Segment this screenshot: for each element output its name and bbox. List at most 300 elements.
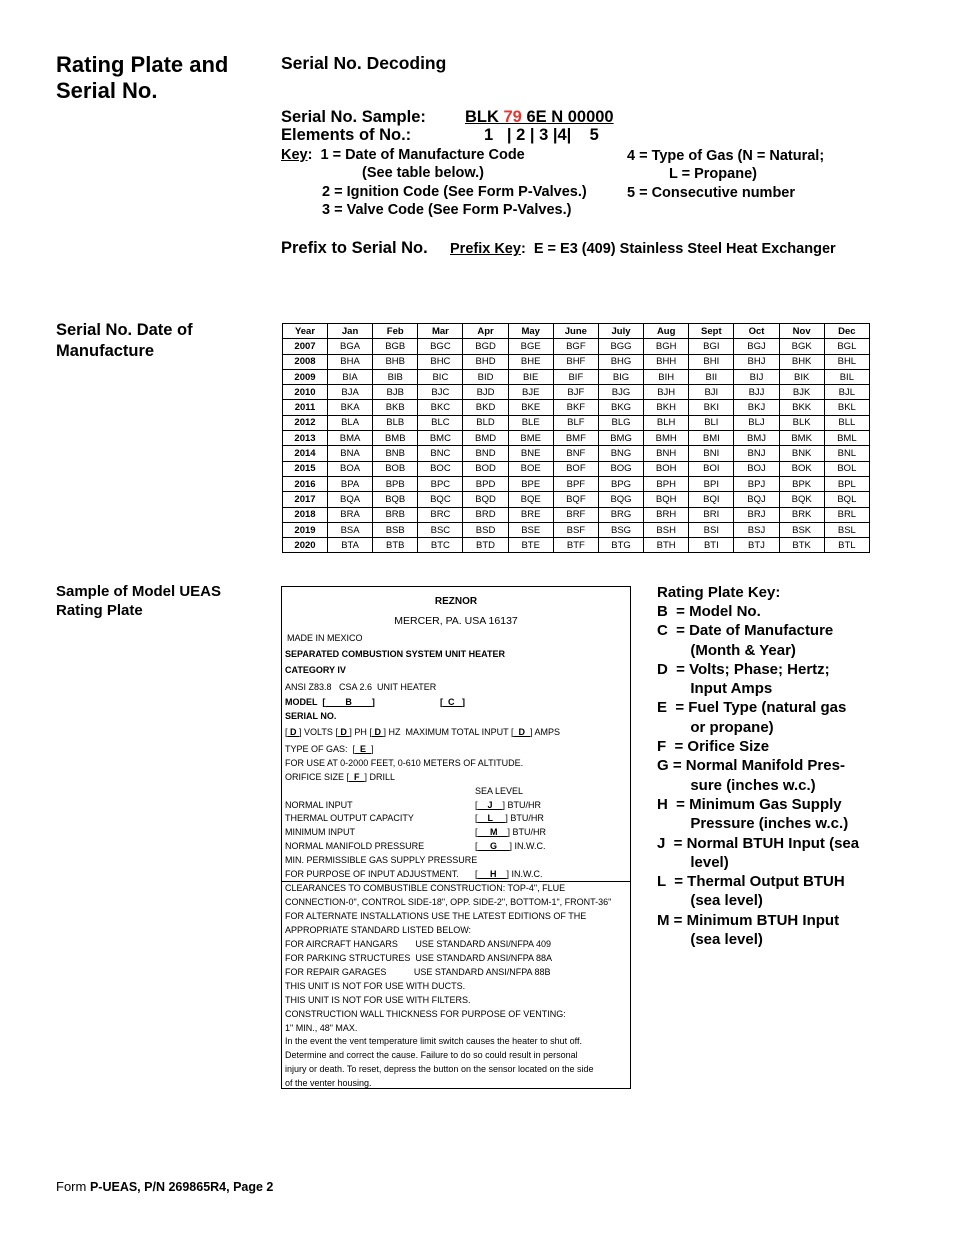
plate-section-title-line2: Rating Plate	[56, 602, 143, 619]
plate-address: MERCER, PA. USA 16137	[394, 615, 518, 627]
plate-orifice-close: ] DRILL	[364, 772, 396, 782]
date-code-cell: BSB	[373, 522, 418, 537]
plate-key-item: sure (inches w.c.)	[657, 776, 816, 794]
plate-thermal-open: [	[475, 813, 478, 823]
date-code-cell: BTI	[689, 538, 734, 553]
key-4a: 4 = Type of Gas (N = Natural;	[627, 148, 825, 164]
date-code-cell: BPH	[644, 476, 689, 491]
date-code-cell: BPE	[508, 476, 553, 491]
date-code-cell: BQA	[328, 492, 373, 507]
date-table-header-row	[283, 324, 870, 339]
plate-section-title	[56, 582, 221, 620]
key-2: 2 = Ignition Code (See Form P-Valves.)	[322, 184, 587, 200]
date-code-cell: BJA	[328, 385, 373, 400]
date-code-cell: BMH	[644, 431, 689, 446]
date-code-cell: BQG	[598, 492, 643, 507]
date-section-title	[56, 320, 193, 362]
date-code-cell: BLD	[463, 415, 508, 430]
date-code-cell: BJE	[508, 385, 553, 400]
date-code-cell: BIA	[328, 369, 373, 384]
date-code-cell: BGG	[598, 339, 643, 354]
elements-label: Elements of No.:	[281, 126, 412, 144]
date-code-cell: BLG	[598, 415, 643, 430]
footer-form-word: Form	[56, 1179, 90, 1194]
date-code-cell: BSK	[779, 522, 824, 537]
plate-lower-line: 1" MIN., 48" MAX.	[285, 1022, 358, 1033]
table-row	[283, 507, 870, 522]
date-code-cell: BGI	[689, 339, 734, 354]
table-row	[283, 431, 870, 446]
plate-key-heading: Rating Plate Key:	[657, 584, 781, 601]
plate-lower-line: FOR AIRCRAFT HANGARS USE STANDARD ANSI/NFPA 409	[285, 938, 552, 949]
date-code-cell: BKD	[463, 400, 508, 415]
plate-ph-close: ] PH	[349, 727, 370, 737]
date-code-cell: BID	[463, 369, 508, 384]
plate-manifold-value	[475, 841, 546, 852]
date-code-cell: BGA	[328, 339, 373, 354]
plate-manifold-fill: G	[477, 841, 510, 851]
prefix-key	[450, 240, 836, 259]
plate-lower-line: FOR REPAIR GARAGES USE STANDARD ANSI/NFPA 88B	[285, 966, 551, 977]
plate-volts-fill: D	[287, 727, 300, 737]
date-code-cell: BLE	[508, 415, 553, 430]
plate-minimum-value	[475, 827, 546, 838]
date-code-cell: BTG	[598, 538, 643, 553]
elements-value: 1 | 2 | 3 |4| 5	[484, 126, 599, 144]
date-code-cell: BJB	[373, 385, 418, 400]
plate-altitude: FOR USE AT 0-2000 FEET, 0-610 METERS OF ALTITUDE.	[285, 758, 524, 768]
date-code-cell: BLL	[824, 415, 869, 430]
date-code-cell: BSD	[463, 522, 508, 537]
plate-minimum-open: [	[475, 827, 478, 837]
date-code-cell: BSJ	[734, 522, 779, 537]
date-code-cell: BQH	[644, 492, 689, 507]
prefix-key-text: : E = E3 (409) Stainless Steel Heat Exchanger	[520, 241, 836, 257]
date-code-cell: BQJ	[734, 492, 779, 507]
date-code-cell: BIK	[779, 369, 824, 384]
date-code-cell: BOF	[553, 461, 598, 476]
date-code-cell: BSA	[328, 522, 373, 537]
plate-adjust-fill: H	[477, 869, 507, 879]
plate-manifold-close: ] IN.W.C.	[509, 841, 546, 851]
date-year-cell: 2018	[283, 507, 328, 522]
plate-volts-close: ] VOLTS	[299, 727, 336, 737]
plate-lower-line: APPROPRIATE STANDARD LISTED BELOW:	[285, 924, 472, 935]
date-code-cell: BSG	[598, 522, 643, 537]
plate-key-item: E = Fuel Type (natural gas	[657, 699, 847, 717]
date-code-cell: BPG	[598, 476, 643, 491]
plate-lower-line: Determine and correct the cause. Failure to do so could result in personal	[285, 1050, 578, 1061]
date-code-cell: BJL	[824, 385, 869, 400]
table-row	[283, 522, 870, 537]
date-code-cell: BRB	[373, 507, 418, 522]
plate-lower-line: THIS UNIT IS NOT FOR USE WITH FILTERS.	[285, 994, 471, 1005]
plate-lower-line: THIS UNIT IS NOT FOR USE WITH DUCTS.	[285, 980, 466, 991]
date-code-cell: BOK	[779, 461, 824, 476]
date-code-cell: BQL	[824, 492, 869, 507]
plate-model-c-fill: C	[443, 697, 463, 707]
date-code-cell: BTB	[373, 538, 418, 553]
date-code-cell: BLH	[644, 415, 689, 430]
prefix-key-label: Prefix Key	[450, 241, 521, 257]
date-code-cell: BHK	[779, 354, 824, 369]
date-code-cell: BJK	[779, 385, 824, 400]
date-year-cell: 2010	[283, 385, 328, 400]
plate-electrical-row	[285, 727, 560, 738]
date-code-cell: BPD	[463, 476, 508, 491]
date-code-cell: BKF	[553, 400, 598, 415]
plate-key-item: Input Amps	[657, 680, 773, 698]
date-code-cell: BIF	[553, 369, 598, 384]
date-section-title-line2: Manufacture	[56, 342, 155, 360]
date-code-cell: BOI	[689, 461, 734, 476]
plate-model-row	[285, 697, 375, 708]
plate-adjust-value	[475, 869, 543, 880]
plate-normal-input-label: NORMAL INPUT	[285, 800, 353, 810]
serial-sample-label: Serial No. Sample:	[281, 108, 426, 126]
date-code-cell: BIL	[824, 369, 869, 384]
date-section-title-line1: Serial No. Date of	[56, 321, 193, 339]
plate-key-item: Pressure (inches w.c.)	[657, 815, 849, 833]
date-code-cell: BNK	[779, 446, 824, 461]
table-row	[283, 354, 870, 369]
plate-lower-line: CONNECTION-0", CONTROL SIDE-18", OPP. SIDE-2", BOTTOM-1", FRONT-36"	[285, 896, 612, 907]
date-code-cell: BOC	[418, 461, 463, 476]
table-row	[283, 461, 870, 476]
date-code-cell: BJJ	[734, 385, 779, 400]
date-code-cell: BJD	[463, 385, 508, 400]
plate-lower-line: injury or death. To reset, depress the button on the sensor located on the side	[285, 1064, 594, 1075]
date-code-cell: BOJ	[734, 461, 779, 476]
plate-normal-input-fill: J	[477, 800, 503, 810]
plate-volts-open: [	[285, 727, 288, 737]
date-code-cell: BMG	[598, 431, 643, 446]
plate-orifice-row	[285, 772, 395, 783]
date-code-cell: BSF	[553, 522, 598, 537]
date-col-header: June	[553, 324, 598, 339]
date-code-cell: BKK	[779, 400, 824, 415]
date-code-cell: BIB	[373, 369, 418, 384]
plate-category: CATEGORY IV	[285, 665, 346, 675]
date-col-header: May	[508, 324, 553, 339]
plate-amps-fill: D	[513, 727, 530, 737]
date-code-cell: BJF	[553, 385, 598, 400]
date-code-cell: BIE	[508, 369, 553, 384]
plate-model-label: MODEL [	[285, 697, 326, 707]
date-code-cell: BMB	[373, 431, 418, 446]
date-code-cell: BHA	[328, 354, 373, 369]
date-code-cell: BLF	[553, 415, 598, 430]
plate-model-c-close: ]	[462, 697, 466, 707]
date-code-cell: BPL	[824, 476, 869, 491]
date-code-cell: BSL	[824, 522, 869, 537]
table-row	[283, 415, 870, 430]
date-code-cell: BRI	[689, 507, 734, 522]
date-code-cell: BLB	[373, 415, 418, 430]
date-code-cell: BJC	[418, 385, 463, 400]
date-code-cell: BOA	[328, 461, 373, 476]
table-row	[283, 385, 870, 400]
date-year-cell: 2014	[283, 446, 328, 461]
plate-thermal-close: ] BTU/HR	[505, 813, 544, 823]
date-col-header: Year	[283, 324, 328, 339]
date-code-cell: BGD	[463, 339, 508, 354]
plate-model-c-open: [	[440, 697, 443, 707]
key-1: : 1 = Date of Manufacture Code	[307, 147, 525, 163]
plate-hz-close: ] HZ MAXIMUM TOTAL INPUT	[383, 727, 511, 737]
plate-key-item: B = Model No.	[657, 603, 761, 620]
date-code-cell: BSE	[508, 522, 553, 537]
date-code-cell: BPB	[373, 476, 418, 491]
plate-key-item: C = Date of Manufacture	[657, 622, 834, 640]
footer-form-number: P-UEAS, P/N 269865R4, Page 2	[89, 1180, 274, 1194]
date-code-cell: BKA	[328, 400, 373, 415]
date-code-cell: BGK	[779, 339, 824, 354]
plate-adjust-close: ] IN.W.C.	[506, 869, 543, 879]
table-row	[283, 339, 870, 354]
plate-key-list	[657, 602, 859, 949]
date-code-cell: BTK	[779, 538, 824, 553]
date-code-cell: BGC	[418, 339, 463, 354]
date-code-cell: BMA	[328, 431, 373, 446]
date-code-cell: BNE	[508, 446, 553, 461]
date-code-cell: BQE	[508, 492, 553, 507]
date-code-cell: BTA	[328, 538, 373, 553]
date-code-cell: BHI	[689, 354, 734, 369]
date-code-cell: BMI	[689, 431, 734, 446]
plate-thermal-value	[475, 813, 544, 824]
date-code-cell: BGB	[373, 339, 418, 354]
date-year-cell: 2017	[283, 492, 328, 507]
plate-thermal-fill: L	[477, 813, 506, 823]
date-code-cell: BPC	[418, 476, 463, 491]
plate-gas-close: ]	[371, 744, 374, 754]
date-code-cell: BHJ	[734, 354, 779, 369]
key-line-1	[281, 146, 525, 165]
plate-key-item: level)	[657, 853, 729, 871]
date-code-cell: BGH	[644, 339, 689, 354]
date-code-cell: BQB	[373, 492, 418, 507]
plate-min-supply: MIN. PERMISSIBLE GAS SUPPLY PRESSURE	[285, 855, 478, 865]
date-code-cell: BNA	[328, 446, 373, 461]
date-year-cell: 2013	[283, 431, 328, 446]
plate-lower-line: FOR ALTERNATE INSTALLATIONS USE THE LATEST EDITIONS OF THE	[285, 910, 587, 921]
date-code-cell: BOH	[644, 461, 689, 476]
date-code-cell: BNJ	[734, 446, 779, 461]
footer-form-id	[56, 1179, 273, 1195]
date-code-cell: BQC	[418, 492, 463, 507]
plate-key-item: F = Orifice Size	[657, 738, 770, 756]
plate-brand: REZNOR	[434, 596, 478, 607]
date-code-cell: BMK	[779, 431, 824, 446]
plate-lower-line: CONSTRUCTION WALL THICKNESS FOR PURPOSE OF VENTING:	[285, 1008, 566, 1019]
date-code-cell: BQK	[779, 492, 824, 507]
date-col-header: Sept	[689, 324, 734, 339]
plate-made-in: MADE IN MEXICO	[287, 633, 363, 643]
plate-key-item: H = Minimum Gas Supply	[657, 795, 842, 813]
date-code-cell: BMJ	[734, 431, 779, 446]
date-code-cell: BOG	[598, 461, 643, 476]
date-code-cell: BLK	[779, 415, 824, 430]
date-code-cell: BTD	[463, 538, 508, 553]
date-code-cell: BLI	[689, 415, 734, 430]
plate-key-item: or propane)	[657, 718, 774, 736]
plate-lower-line: FOR PARKING STRUCTURES USE STANDARD ANSI/NFPA 88A	[285, 952, 553, 963]
plate-adjust-open: [	[475, 869, 478, 879]
date-col-header: Dec	[824, 324, 869, 339]
plate-standards: ANSI Z83.8 CSA 2.6 UNIT HEATER	[285, 682, 437, 692]
date-year-cell: 2008	[283, 354, 328, 369]
date-year-cell: 2007	[283, 339, 328, 354]
date-code-cell: BJG	[598, 385, 643, 400]
page-title-line2: Serial No.	[56, 78, 158, 103]
date-year-cell: 2011	[283, 400, 328, 415]
date-col-header: July	[598, 324, 643, 339]
date-code-cell: BTC	[418, 538, 463, 553]
key-4b: L = Propane)	[669, 166, 757, 182]
date-code-cell: BHF	[553, 354, 598, 369]
plate-model-fill: B	[325, 697, 372, 707]
date-code-cell: BHG	[598, 354, 643, 369]
table-row	[283, 492, 870, 507]
date-code-cell: BGE	[508, 339, 553, 354]
date-code-cell: BPJ	[734, 476, 779, 491]
date-code-cell: BPF	[553, 476, 598, 491]
date-code-cell: BKH	[644, 400, 689, 415]
plate-adjust-label: FOR PURPOSE OF INPUT ADJUSTMENT.	[285, 869, 459, 879]
plate-thermal-label: THERMAL OUTPUT CAPACITY	[285, 813, 414, 823]
prefix-heading: Prefix to Serial No.	[281, 239, 428, 257]
plate-serial-label: SERIAL NO.	[285, 711, 337, 721]
plate-divider	[282, 881, 630, 882]
plate-key-item: J = Normal BTUH Input (sea	[657, 834, 860, 852]
date-code-cell: BRD	[463, 507, 508, 522]
date-code-cell: BNC	[418, 446, 463, 461]
rating-plate	[281, 586, 631, 1089]
date-code-cell: BHD	[463, 354, 508, 369]
table-row	[283, 446, 870, 461]
plate-sea-level: SEA LEVEL	[475, 786, 524, 796]
serial-sample-part3: 6E N 00000	[521, 108, 614, 126]
date-code-cell: BKI	[689, 400, 734, 415]
date-code-table	[282, 323, 870, 553]
date-col-header: Nov	[779, 324, 824, 339]
date-year-cell: 2012	[283, 415, 328, 430]
date-table-body	[283, 339, 870, 553]
key-label: Key	[281, 147, 308, 163]
key-3: 3 = Valve Code (See Form P-Valves.)	[322, 202, 572, 218]
date-code-cell: BME	[508, 431, 553, 446]
plate-gas-row	[285, 744, 374, 755]
plate-amps-open: [	[510, 727, 514, 737]
date-code-cell: BHB	[373, 354, 418, 369]
date-code-cell: BOL	[824, 461, 869, 476]
plate-gas-label: TYPE OF GAS: [	[285, 744, 356, 754]
table-row	[283, 369, 870, 384]
date-code-cell: BKB	[373, 400, 418, 415]
date-code-cell: BNF	[553, 446, 598, 461]
decoding-heading: Serial No. Decoding	[281, 53, 447, 73]
date-code-cell: BPA	[328, 476, 373, 491]
plate-manifold-open: [	[475, 841, 478, 851]
date-code-cell: BLJ	[734, 415, 779, 430]
date-year-cell: 2016	[283, 476, 328, 491]
date-code-cell: BOE	[508, 461, 553, 476]
date-code-cell: BIH	[644, 369, 689, 384]
plate-normal-input-value	[475, 800, 541, 811]
date-code-cell: BNH	[644, 446, 689, 461]
table-row	[283, 400, 870, 415]
date-code-cell: BKE	[508, 400, 553, 415]
date-code-cell: BHH	[644, 354, 689, 369]
key-1b: (See table below.)	[362, 165, 484, 181]
plate-ph-open: [	[335, 727, 338, 737]
date-code-cell: BTF	[553, 538, 598, 553]
date-code-cell: BRC	[418, 507, 463, 522]
date-code-cell: BGF	[553, 339, 598, 354]
date-code-cell: BSH	[644, 522, 689, 537]
date-code-cell: BRF	[553, 507, 598, 522]
date-code-cell: BNB	[373, 446, 418, 461]
date-code-cell: BLC	[418, 415, 463, 430]
plate-orifice-label: ORIFICE SIZE [	[285, 772, 350, 782]
date-code-cell: BRG	[598, 507, 643, 522]
date-code-cell: BKC	[418, 400, 463, 415]
date-code-cell: BOB	[373, 461, 418, 476]
date-year-cell: 2020	[283, 538, 328, 553]
plate-minimum-close: ] BTU/HR	[507, 827, 547, 837]
date-code-cell: BTE	[508, 538, 553, 553]
date-code-cell: BSC	[418, 522, 463, 537]
date-year-cell: 2015	[283, 461, 328, 476]
plate-amps-close: ] AMPS	[530, 727, 561, 737]
date-code-cell: BGJ	[734, 339, 779, 354]
date-code-cell: BSI	[689, 522, 734, 537]
date-code-cell: BTJ	[734, 538, 779, 553]
date-col-header: Jan	[328, 324, 373, 339]
plate-model-close: ]	[371, 697, 375, 707]
date-col-header: Oct	[734, 324, 779, 339]
date-code-cell: BIJ	[734, 369, 779, 384]
plate-hz-open: [	[369, 727, 372, 737]
plate-section-title-line1: Sample of Model UEAS	[56, 583, 222, 600]
date-col-header: Mar	[418, 324, 463, 339]
date-col-header: Feb	[373, 324, 418, 339]
plate-key-item: L = Thermal Output BTUH	[657, 873, 845, 891]
date-code-cell: BRJ	[734, 507, 779, 522]
date-col-header: Aug	[644, 324, 689, 339]
date-code-cell: BML	[824, 431, 869, 446]
date-year-cell: 2019	[283, 522, 328, 537]
plate-ph-fill: D	[337, 727, 350, 737]
plate-lower-line: of the venter housing.	[285, 1078, 372, 1089]
date-code-cell: BMF	[553, 431, 598, 446]
date-code-cell: BJH	[644, 385, 689, 400]
table-row	[283, 538, 870, 553]
date-code-cell: BHL	[824, 354, 869, 369]
date-code-cell: BOD	[463, 461, 508, 476]
plate-hz-fill: D	[371, 727, 384, 737]
plate-minimum-fill: M	[477, 827, 508, 837]
date-code-cell: BRL	[824, 507, 869, 522]
date-code-cell: BNG	[598, 446, 643, 461]
date-code-cell: BLA	[328, 415, 373, 430]
date-code-cell: BII	[689, 369, 734, 384]
table-row	[283, 476, 870, 491]
date-code-cell: BQD	[463, 492, 508, 507]
date-code-cell: BTL	[824, 538, 869, 553]
key-5: 5 = Consecutive number	[627, 185, 796, 201]
